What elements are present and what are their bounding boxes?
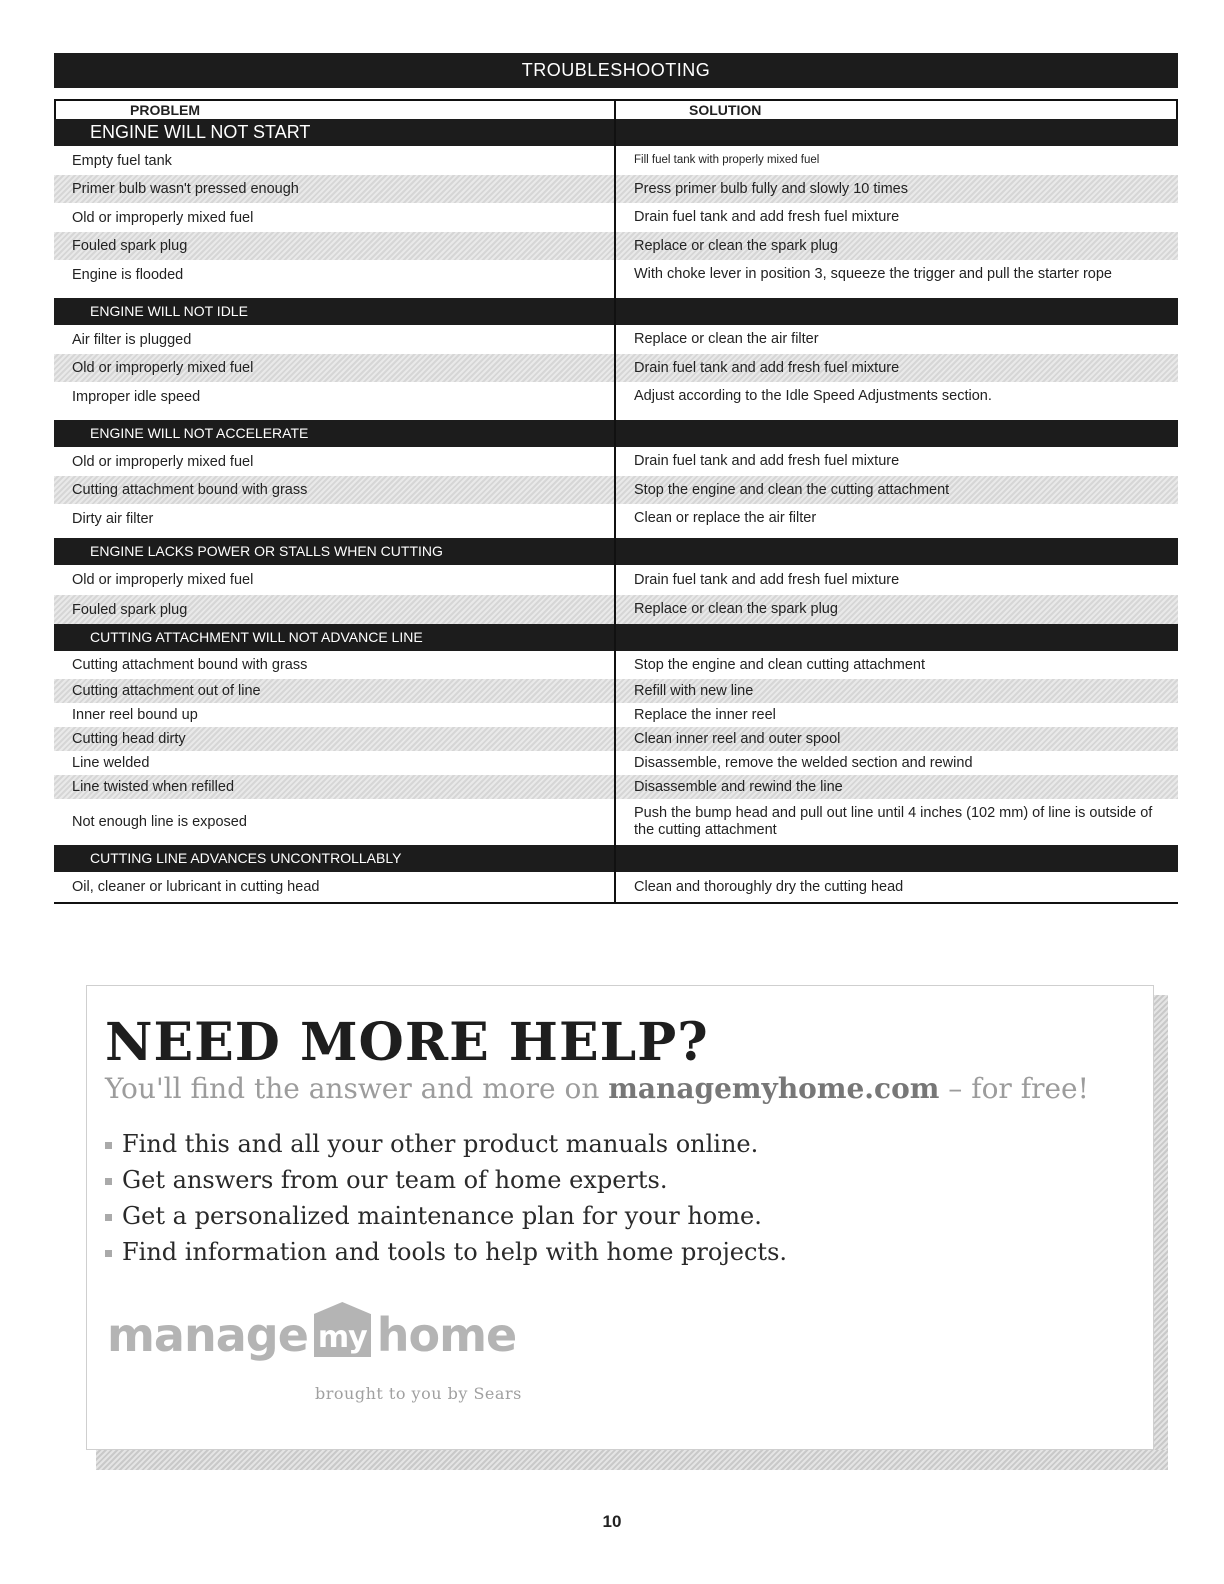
bullet-icon	[105, 1250, 112, 1257]
solution-cell: Stop the engine and clean the cutting attachment	[634, 481, 950, 498]
section-heading: ENGINE WILL NOT START	[54, 119, 1178, 146]
table-row	[54, 679, 1178, 703]
page-number: 10	[602, 1512, 622, 1531]
section-rows	[54, 325, 1178, 420]
list-item-text: Get a personalized maintenance plan for your home.	[122, 1202, 762, 1230]
section-rows	[54, 565, 1178, 624]
solution-cell: Clean inner reel and outer spool	[634, 730, 841, 747]
problem-cell: Oil, cleaner or lubricant in cutting head	[72, 879, 320, 895]
problem-cell: Cutting attachment out of line	[72, 683, 261, 699]
table-row	[54, 504, 1178, 533]
table-row	[54, 232, 1178, 260]
help-subtitle-text: – for free!	[939, 1072, 1089, 1105]
table-row	[54, 146, 1178, 175]
logo-manage-text: manage	[107, 1308, 308, 1362]
solution-cell: Refill with new line	[634, 682, 754, 699]
table-row	[54, 775, 1178, 799]
table-row	[54, 260, 1178, 289]
solution-cell: Disassemble and rewind the line	[634, 778, 843, 795]
logo-house-icon: my	[314, 1314, 371, 1357]
column-headers	[54, 99, 1178, 119]
table-row	[54, 382, 1178, 411]
solution-cell: Push the bump head and pull out line until 4 inches (102 mm) of line is outside of the cutting attachment	[634, 805, 1153, 838]
problem-cell: Air filter is plugged	[72, 331, 192, 348]
problem-cell: Not enough line is exposed	[72, 814, 247, 830]
table-row	[54, 175, 1178, 203]
list-item	[105, 1234, 787, 1270]
problem-cell: Old or improperly mixed fuel	[72, 453, 254, 470]
list-item-text: Find this and all your other product manuals online.	[122, 1130, 759, 1158]
section-heading: ENGINE WILL NOT ACCELERATE	[54, 420, 1178, 447]
troubleshooting-title: TROUBLESHOOTING	[54, 53, 1178, 88]
list-item	[105, 1126, 787, 1162]
solution-column-header: SOLUTION	[689, 102, 762, 118]
bullet-icon	[105, 1214, 112, 1221]
problem-cell: Engine is flooded	[72, 266, 184, 283]
solution-cell: Replace the inner reel	[634, 706, 776, 723]
solution-cell: Clean or replace the air filter	[634, 510, 817, 526]
table-row	[54, 727, 1178, 751]
help-bullet-list	[105, 1126, 787, 1270]
table-row	[54, 476, 1178, 504]
solution-cell: Fill fuel tank with properly mixed fuel	[634, 154, 820, 166]
section-heading: CUTTING ATTACHMENT WILL NOT ADVANCE LINE	[54, 624, 1178, 651]
problem-cell: Fouled spark plug	[72, 238, 188, 254]
section-heading: ENGINE WILL NOT IDLE	[54, 298, 1178, 325]
table-row	[54, 447, 1178, 476]
solution-cell: Drain fuel tank and add fresh fuel mixture	[634, 359, 900, 376]
problem-cell: Empty fuel tank	[72, 152, 172, 169]
solution-cell: Clean and thoroughly dry the cutting head	[634, 878, 904, 895]
table-row	[54, 325, 1178, 354]
solution-cell: Drain fuel tank and add fresh fuel mixture	[634, 209, 900, 225]
troubleshooting-table	[54, 53, 1178, 904]
problem-cell: Cutting head dirty	[72, 731, 186, 747]
logo-tagline: brought to you by Sears	[315, 1384, 522, 1403]
solution-cell: Replace or clean the air filter	[634, 331, 819, 347]
problem-cell: Improper idle speed	[72, 388, 201, 405]
solution-cell: Press primer bulb fully and slowly 10 times	[634, 180, 908, 197]
problem-cell: Fouled spark plug	[72, 601, 188, 618]
problem-cell: Line welded	[72, 755, 150, 771]
solution-cell: Stop the engine and clean cutting attachment	[634, 656, 926, 673]
section-rows	[54, 447, 1178, 538]
problem-cell: Dirty air filter	[72, 510, 154, 527]
managemyhome-logo	[107, 1308, 516, 1362]
help-title: NEED MORE HELP?	[105, 1012, 709, 1073]
section-rows	[54, 146, 1178, 298]
table-row	[54, 799, 1178, 845]
bullet-icon	[105, 1178, 112, 1185]
need-more-help-box	[86, 985, 1154, 1450]
problem-cell: Primer bulb wasn't pressed enough	[72, 181, 299, 197]
table-row	[54, 565, 1178, 595]
solution-cell: Replace or clean the spark plug	[634, 237, 838, 254]
section-heading: ENGINE LACKS POWER OR STALLS WHEN CUTTING	[54, 538, 1178, 565]
section-rows	[54, 872, 1178, 902]
help-subtitle	[105, 1072, 1089, 1105]
table-row	[54, 703, 1178, 727]
problem-cell: Old or improperly mixed fuel	[72, 572, 254, 588]
list-item-text: Find information and tools to help with home projects.	[122, 1238, 788, 1266]
problem-cell: Old or improperly mixed fuel	[72, 209, 254, 226]
table-bottom-rule	[54, 902, 1178, 904]
problem-cell: Cutting attachment bound with grass	[72, 482, 308, 498]
table-row	[54, 872, 1178, 902]
section-rows	[54, 651, 1178, 845]
list-item	[105, 1198, 787, 1234]
table-row	[54, 751, 1178, 775]
table-row	[54, 203, 1178, 232]
website-link[interactable]: managemyhome.com	[608, 1072, 940, 1105]
table-row	[54, 651, 1178, 679]
solution-cell: Drain fuel tank and add fresh fuel mixture	[634, 453, 900, 469]
solution-cell: Disassemble, remove the welded section and rewind	[634, 754, 973, 771]
solution-cell: With choke lever in position 3, squeeze the trigger and pull the starter rope	[634, 266, 1112, 282]
table-row	[54, 354, 1178, 382]
help-subtitle-text: You'll find the answer and more on	[105, 1072, 609, 1105]
section-heading: CUTTING LINE ADVANCES UNCONTROLLABLY	[54, 845, 1178, 872]
problem-cell: Cutting attachment bound with grass	[72, 657, 308, 673]
solution-cell: Drain fuel tank and add fresh fuel mixture	[634, 571, 900, 588]
help-box-shadow	[96, 1450, 1168, 1470]
list-item-text: Get answers from our team of home experts.	[122, 1166, 668, 1194]
problem-cell: Line twisted when refilled	[72, 779, 235, 795]
bullet-icon	[105, 1142, 112, 1149]
help-box-shadow	[1154, 995, 1168, 1470]
list-item	[105, 1162, 787, 1198]
table-row	[54, 595, 1178, 624]
problem-column-header: PROBLEM	[56, 101, 616, 119]
logo-home-text: home	[376, 1308, 517, 1362]
problem-cell: Old or improperly mixed fuel	[72, 360, 254, 376]
solution-cell: Replace or clean the spark plug	[634, 601, 838, 617]
problem-cell: Inner reel bound up	[72, 707, 198, 723]
solution-cell: Adjust according to the Idle Speed Adjustments section.	[634, 388, 992, 404]
